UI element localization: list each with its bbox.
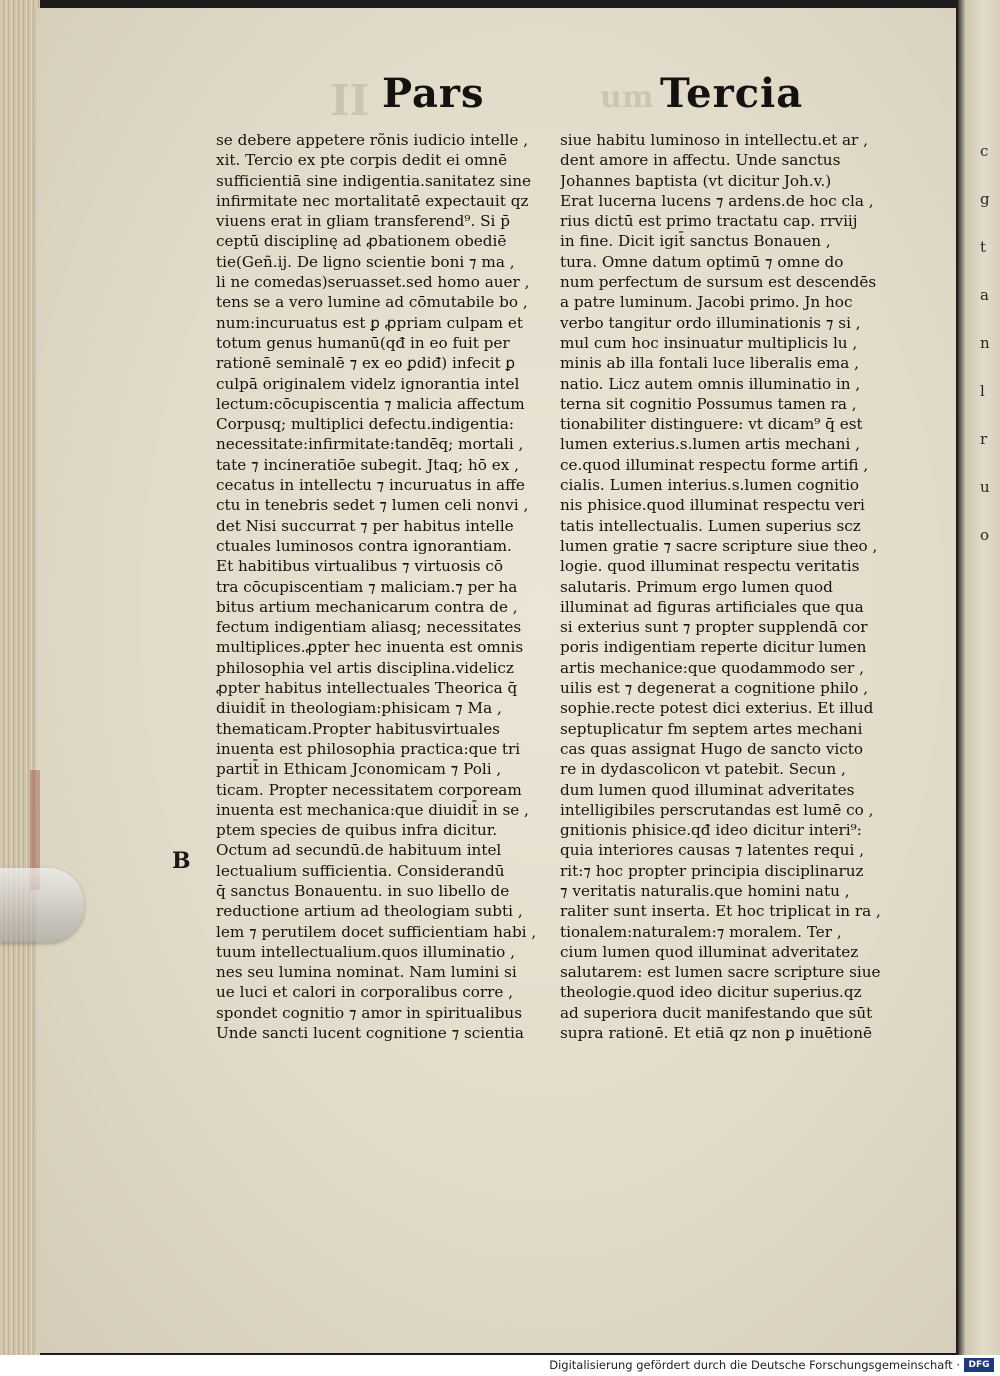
text-line: ad superiora ducit manifestando que sūt xyxy=(560,1003,873,1022)
facing-page-letter: g xyxy=(980,190,990,208)
text-line: ptem species de quibus infra dicitur. xyxy=(216,821,498,840)
funding-credit: Digitalisierung gefördert durch die Deutsche Forschungsgemeinschaft · xyxy=(549,1358,960,1372)
text-line: bitus artium mechanicarum contra de , xyxy=(216,597,518,616)
text-line: verbo tangitur ordo illuminationis ⁊ si , xyxy=(560,313,861,332)
text-line: viuens erat in gliam transferend⁹. Si p̄ xyxy=(216,212,510,231)
text-line: fectum indigentiam aliasq; necessitates xyxy=(216,618,522,637)
text-line: tatis intellectualis. Lumen superius scz xyxy=(560,516,861,535)
text-line: lectum:cōcupiscentia ⁊ malicia affectum xyxy=(216,394,525,413)
text-line: ceptū disciplinę ad ꝓbationem obediē xyxy=(216,232,507,251)
text-line: det Nisi succurrat ⁊ per habitus intelle xyxy=(216,516,514,535)
text-line: q̄ sanctus Bonauentu. in suo libello de xyxy=(216,881,510,900)
text-line: tra cōcupiscentiam ⁊ maliciam.⁊ per ha xyxy=(216,577,518,596)
text-line: se debere appetere rõnis iudicio intelle , xyxy=(216,131,529,149)
text-line: infirmitate nec mortalitatē expectauit qz xyxy=(216,191,529,210)
text-line: ꝓpter habitus intellectuales Theorica q̄ xyxy=(216,679,518,698)
facing-page-letter: a xyxy=(980,286,989,304)
facing-page-letter: o xyxy=(980,526,990,544)
facing-page-letter: c xyxy=(980,142,989,160)
left-text-column xyxy=(216,130,542,1043)
text-line: tionabiliter distinguere: vt dicam⁹ q̄ est xyxy=(560,415,863,434)
text-line: ce.quod illuminat respectu forme artifi , xyxy=(560,455,869,474)
text-line: xit. Tercio ex pte corpis dedit ei omnē xyxy=(216,151,508,170)
text-line: tens se a vero lumine ad cōmutabile bo , xyxy=(216,293,528,312)
book-page-edges xyxy=(0,0,40,1355)
text-line: tionalem:naturalem:⁊ moralem. Ter , xyxy=(560,922,842,941)
text-line: ctu in tenebris sedet ⁊ lumen celi nonvi , xyxy=(216,496,529,515)
text-line: rationē seminalē ⁊ ex eo ꝑdiđ) infecit ꝑ xyxy=(216,354,516,373)
text-line: cialis. Lumen interius.s.lumen cognitio xyxy=(560,476,860,495)
text-line: partit̄ in Ethicam Jconomicam ⁊ Poli , xyxy=(216,760,502,779)
text-line: a patre luminum. Jacobi primo. Jn hoc xyxy=(560,293,853,312)
text-line: nis phisice.quod illuminat respectu veri xyxy=(560,496,865,515)
text-line: inuenta est philosophia practica:que tri xyxy=(216,739,521,758)
text-line: cas quas assignat Hugo de sancto victo xyxy=(560,739,864,758)
footer-bar xyxy=(0,1355,1000,1376)
text-line: cecatus in intellectu ⁊ incuruatus in affe xyxy=(216,476,525,495)
text-line: uilis est ⁊ degenerat a cognitione philo , xyxy=(560,679,869,698)
text-line: artis mechanice:que quodammodo ser , xyxy=(560,658,864,677)
text-line: lem ⁊ perutilem docet sufficientiam habi , xyxy=(216,922,537,941)
text-line: Erat lucerna lucens ⁊ ardens.de hoc cla , xyxy=(560,191,874,210)
text-line: quia interiores causas ⁊ latentes requi , xyxy=(560,841,865,860)
text-line: inuenta est mechanica:que diuidit̄ in se , xyxy=(216,800,529,819)
text-line: necessitate:infirmitate:tandēq; mortali , xyxy=(216,435,524,454)
text-line: septuplicatur fm septem artes mechani xyxy=(560,719,863,738)
text-line: mul cum hoc insinuatur multiplicis lu , xyxy=(560,333,858,352)
text-line: lumen exterius.s.lumen artis mechani , xyxy=(560,435,860,454)
text-line: salutaris. Primum ergo lumen quod xyxy=(560,577,833,596)
text-line: cium lumen quod illuminat adveritatez xyxy=(560,942,859,961)
text-line: poris indigentiam reperte dicitur lumen xyxy=(560,638,867,657)
text-line: raliter sunt inserta. Et hoc triplicat in ra , xyxy=(560,902,881,921)
facing-page-letter: l xyxy=(980,382,985,400)
text-line: multiplices.ꝓpter hec inuenta est omnis xyxy=(216,638,524,657)
bleed-through-text: II xyxy=(330,76,370,125)
text-line: rit:⁊ hoc propter principia disciplinaruz xyxy=(560,861,864,880)
text-line: ticam. Propter necessitatem corpoream xyxy=(216,780,522,799)
text-line: Johannes baptista (vt dicitur Joh.v.) xyxy=(560,171,832,190)
text-line: terna sit cognitio Possumus tamen ra , xyxy=(560,394,857,413)
text-line: gnitionis phisice.qđ ideo dicitur interi⁹: xyxy=(560,821,862,840)
text-line: nes seu lumina nominat. Nam lumini si xyxy=(216,963,517,982)
text-line: sufficientiā sine indigentia.sanitatez sine xyxy=(216,171,531,190)
running-header-tercia: Tercia xyxy=(660,70,804,117)
dfg-logo: DFG xyxy=(964,1358,994,1372)
facing-page-letter: u xyxy=(980,478,990,496)
text-line: philosophia vel artis disciplina.videlicz xyxy=(216,658,514,677)
book-clip xyxy=(0,868,84,942)
text-line: num:incuruatus est ꝑ ꝓpriam culpam et xyxy=(216,313,523,332)
facing-page xyxy=(958,0,1000,1355)
text-line: ⁊ veritatis naturalis.que homini natu , xyxy=(560,881,850,900)
text-line: lumen gratie ⁊ sacre scripture siue theo , xyxy=(560,536,878,555)
facing-page-letter: r xyxy=(980,430,988,448)
bleed-through-text: um xyxy=(600,80,654,115)
text-line: sophie.recte potest dici exterius. Et illud xyxy=(560,699,874,718)
text-line: si exterius sunt ⁊ propter supplendā cor xyxy=(560,618,868,637)
text-line: minis ab illa fontali luce liberalis ema , xyxy=(560,354,859,373)
text-line: Unde sancti lucent cognitione ⁊ scientia xyxy=(216,1024,524,1043)
text-line: reductione artium ad theologiam subti , xyxy=(216,902,523,921)
text-line: rius dictū est primo tractatu cap. rrviij xyxy=(560,212,858,231)
text-line: salutarem: est lumen sacre scripture siue xyxy=(560,963,881,982)
text-line: diuidit̄ in theologiam:phisicam ⁊ Ma , xyxy=(216,699,502,718)
text-line: li ne comedas)seruasset.sed homo auer , xyxy=(216,273,530,292)
text-line: thematicam.Propter habitusvirtuales xyxy=(216,719,500,738)
text-line: tura. Omne datum optimū ⁊ omne do xyxy=(560,252,844,271)
marginal-letter: B xyxy=(172,848,191,874)
text-line: ctuales luminosos contra ignorantiam. xyxy=(216,536,512,555)
facing-page-letter: n xyxy=(980,334,990,352)
text-line: spondet cognitio ⁊ amor in spiritualibus xyxy=(216,1003,522,1022)
text-line: illuminat ad figuras artificiales que qua xyxy=(560,597,864,616)
text-line: Corpusq; multiplici defectu.indigentia: xyxy=(216,415,514,434)
text-line: totum genus humanū(qđ in eo fuit per xyxy=(216,333,510,352)
text-line: Octum ad secundū.de habituum intel xyxy=(216,841,502,860)
facing-page-letter: t xyxy=(980,238,987,256)
text-line: theologie.quod ideo dicitur superius.qz xyxy=(560,983,862,1002)
text-line: logie. quod illuminat respectu veritatis xyxy=(560,557,860,576)
text-line: re in dydascolicon vt patebit. Secun , xyxy=(560,760,846,779)
text-line: in fine. Dicit igit̄ sanctus Bonauen , xyxy=(560,232,831,251)
right-text-column xyxy=(560,130,886,1043)
text-line: tuum intellectualium.quos illuminatio , xyxy=(216,942,515,961)
text-line: Et habitibus virtualibus ⁊ virtuosis cō xyxy=(216,557,504,576)
text-line: dum lumen quod illuminat adveritates xyxy=(560,780,855,799)
text-line: num perfectum de sursum est descendēs xyxy=(560,273,877,292)
text-line: tie(Geñ.ij. De ligno scientie boni ⁊ ma , xyxy=(216,252,515,271)
text-line: dent amore in affectu. Unde sanctus xyxy=(560,151,841,170)
text-line: natio. Licz autem omnis illuminatio in , xyxy=(560,374,861,393)
text-line: lectualium sufficientia. Considerandū xyxy=(216,861,505,880)
running-header-pars: Pars xyxy=(382,70,485,117)
text-line: ue luci et calori in corporalibus corre , xyxy=(216,983,514,1002)
text-line: supra rationē. Et etiā qz non ꝑ inuētionē xyxy=(560,1024,872,1043)
text-line: intelligibiles perscrutandas est lumē co , xyxy=(560,800,874,819)
text-line: culpā originalem videlz ignorantia intel xyxy=(216,374,520,393)
text-line: siue habitu luminoso in intellectu.et ar , xyxy=(560,131,868,149)
text-line: tate ⁊ incineratiōe subegit. Jtaq; hō ex , xyxy=(216,455,519,474)
